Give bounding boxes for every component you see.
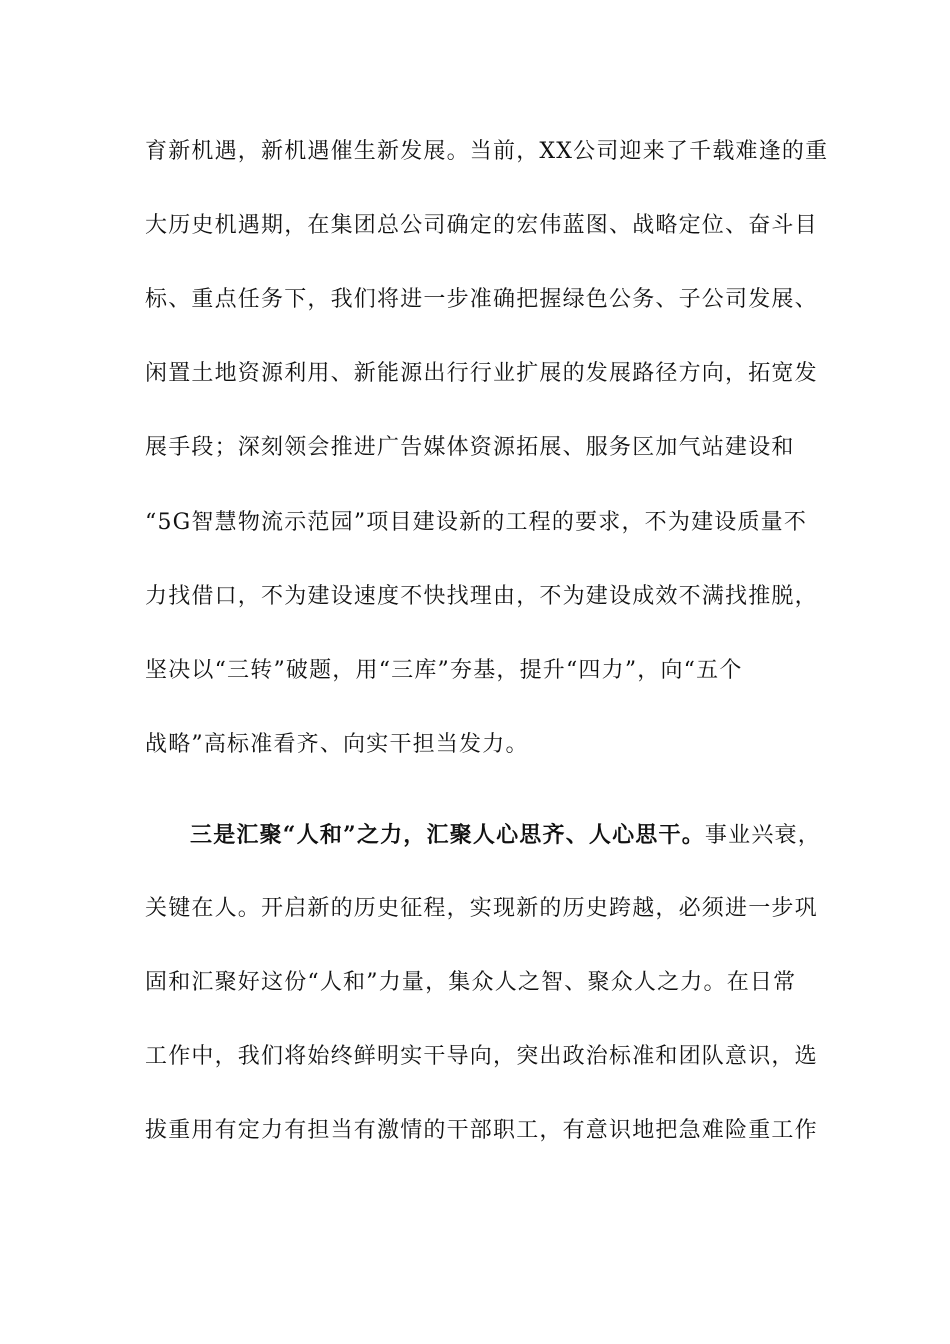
paragraph-line: 育新机遇，新机遇催生新发展。当前，XX公司迎来了千载难逢的重 xyxy=(145,139,829,164)
paragraph-first-line xyxy=(190,815,821,855)
paragraph-line: 展手段；深刻领会推进广告媒体资源拓展、服务区加气站建设和 xyxy=(145,435,795,460)
paragraph-line: 力找借口，不为建设速度不快找理由，不为建设成效不满找推脱， xyxy=(145,584,818,609)
heading-trailing-text: 事业兴衰， xyxy=(704,823,821,848)
paragraph-line: 闲置土地资源利用、新能源出行行业扩展的发展路径方向，拓宽发 xyxy=(145,361,818,386)
paragraph-line: 标、重点任务下，我们将进一步准确把握绿色公务、子公司发展、 xyxy=(145,287,818,312)
paragraph-line: “5G智慧物流示范园”项目建设新的工程的要求，不为建设质量不 xyxy=(145,510,808,535)
paragraph-line: 固和汇聚好这份“人和”力量，集众人之智、聚众人之力。在日常 xyxy=(145,970,797,995)
paragraph-line: 拔重用有定力有担当有激情的干部职工，有意识地把急难险重工作 xyxy=(145,1118,818,1143)
section-heading: 三是汇聚“人和”之力，汇聚人心思齐、人心思干。 xyxy=(190,822,705,848)
paragraph-line: 战略”高标准看齐、向实干担当发力。 xyxy=(145,732,529,757)
paragraph-line: 工作中，我们将始终鲜明实干导向，突出政治标准和团队意识，选 xyxy=(145,1044,818,1069)
paragraph-line: 关键在人。开启新的历史征程，实现新的历史跨越，必须进一步巩 xyxy=(145,896,818,921)
paragraph-line: 大历史机遇期，在集团总公司确定的宏伟蓝图、战略定位、奋斗目 xyxy=(145,213,818,238)
paragraph-line: 坚决以“三转”破题，用“三库”夯基，提升“四力”，向“五个 xyxy=(145,658,743,683)
